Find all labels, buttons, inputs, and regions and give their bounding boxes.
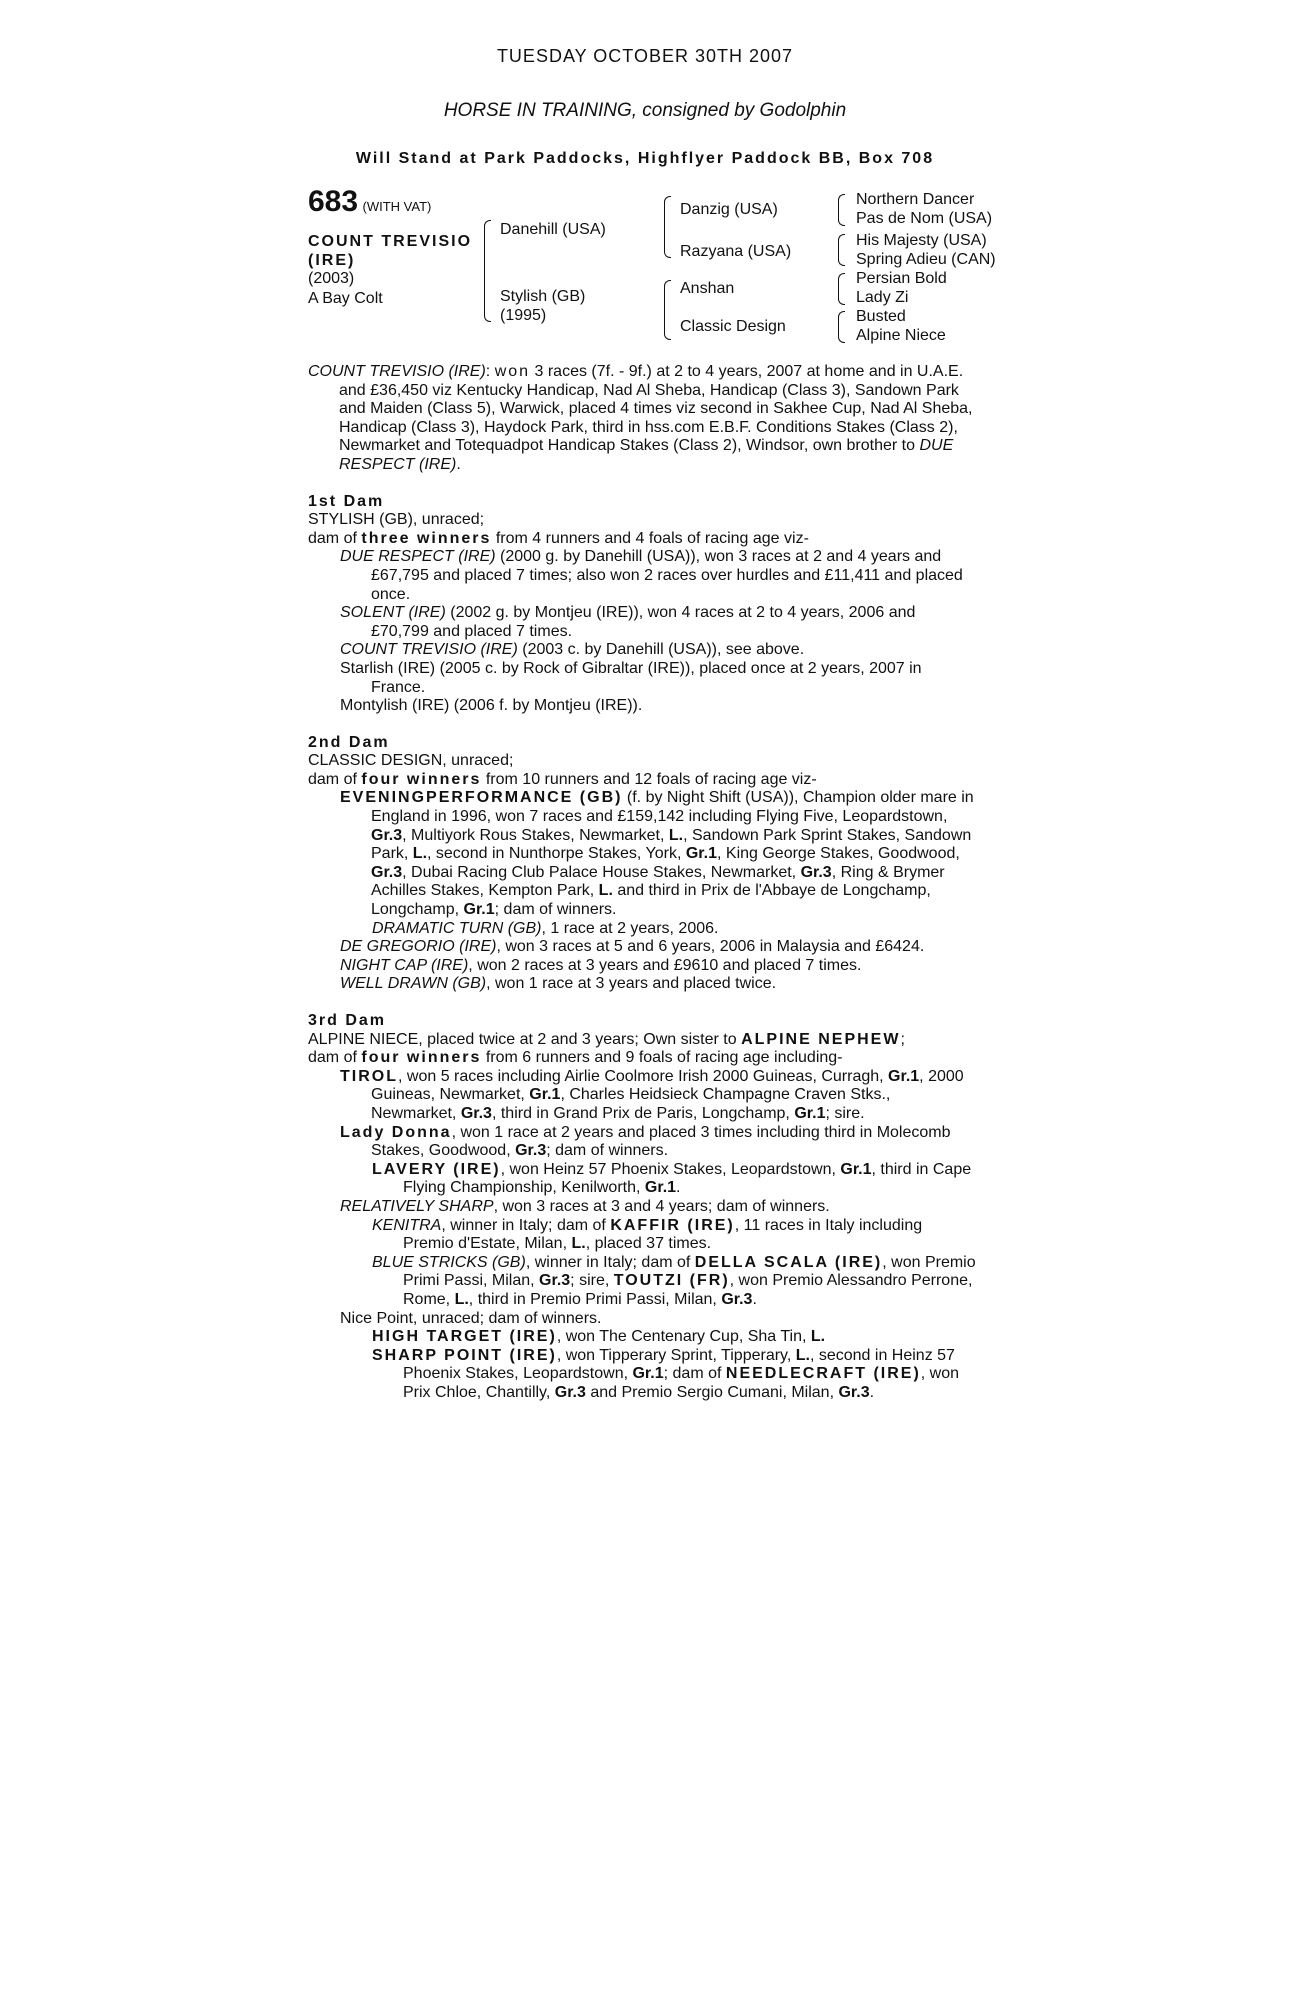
dam-brace	[664, 280, 671, 340]
d3-line-post: ;	[900, 1030, 905, 1048]
eve-g1: Gr.3	[371, 826, 403, 844]
tirol-t2: , 2000 Guineas, Newmarket,	[371, 1067, 964, 1104]
produce-text: (2003 c. by Danehill (USA)), see above.	[522, 641, 805, 659]
produce-item	[308, 1217, 976, 1254]
eve-g5: Gr.3	[371, 863, 403, 881]
pedigree-sire-dam: Razyana (USA)	[680, 243, 792, 260]
produce-item	[308, 1124, 976, 1161]
eve-t1: (f. by Night Shift (USA)), Champion older mare in England in 1996, won 7 races and £159,142 including Flying Five, Leopardstown,	[371, 789, 974, 826]
high-g1: L.	[810, 1328, 826, 1346]
pedigree-ddd: Alpine Niece	[856, 327, 946, 344]
welldrawn-name: WELL DRAWN (GB)	[340, 975, 487, 993]
eve-t2: , Multiyork Rous Stakes, Newmarket,	[402, 826, 665, 844]
brace-ss	[838, 194, 845, 226]
blue-b2: TOUTZI (FR)	[613, 1272, 730, 1290]
pedigree-dds: Busted	[856, 308, 906, 325]
eve-t6: , Dubai Racing Club Palace House Stakes, Newmarket,	[402, 863, 797, 881]
brace-dd	[838, 311, 845, 343]
tirol-t4: , third in Grand Prix de Paris, Longchamp,	[491, 1104, 790, 1122]
second-dam-summary	[308, 771, 976, 790]
second-dam-line: CLASSIC DESIGN, unraced;	[308, 752, 514, 770]
donna-t2: ; dam of winners.	[546, 1142, 669, 1160]
blue-g1: Gr.3	[539, 1272, 571, 1290]
pedigree-sds: His Majesty (USA)	[856, 232, 987, 249]
pedigree-sss: Northern Dancer	[856, 191, 975, 208]
sharp-t5: and Premio Sergio Cumani, Milan,	[590, 1383, 835, 1401]
pedigree-dsd: Lady Zi	[856, 289, 909, 306]
produce-item	[308, 1068, 976, 1124]
vat-note: (WITH VAT)	[362, 199, 432, 214]
foaling-year: (2003)	[308, 270, 355, 287]
eve-g6: Gr.3	[800, 863, 832, 881]
blue-t3: ; sire,	[570, 1272, 610, 1290]
d2-post: from 10 runners and 12 foals of racing age viz-	[485, 770, 817, 788]
eve-g4: Gr.1	[685, 845, 717, 863]
second-dam-heading: 2nd Dam	[308, 733, 390, 751]
produce-item	[308, 1328, 976, 1347]
pedigree-dss: Persian Bold	[856, 270, 947, 287]
d3-pre: dam of	[308, 1049, 357, 1067]
record-horse-name: COUNT TREVISIO (IRE)	[308, 363, 486, 380]
rel-text: , won 3 races at 3 and 4 years; dam of winners.	[493, 1197, 830, 1215]
eve-t4: , second in Nunthorpe Stakes, York,	[427, 845, 682, 863]
donna-name: Lady Donna	[340, 1123, 452, 1141]
sire-brace	[664, 196, 671, 258]
record-brother: DUE RESPECT (IRE)	[339, 437, 954, 473]
eve-t8: and third in Prix de l'Abbaye de Longchamp, Longchamp,	[371, 882, 931, 919]
sharp-t1: , won Tipperary Sprint, Tipperary,	[556, 1346, 792, 1364]
lot-number-line	[308, 185, 432, 218]
eve-g8: Gr.1	[463, 901, 495, 919]
blue-t1: , winner in Italy; dam of	[525, 1253, 691, 1271]
high-name: HIGH TARGET (IRE)	[372, 1328, 557, 1346]
eve-t3: , Sandown Park Sprint Stakes, Sandown Park,	[371, 826, 972, 863]
pedigree-sdd: Spring Adieu (CAN)	[856, 251, 996, 268]
rel-name: RELATIVELY SHARP	[340, 1197, 494, 1215]
kenitra-t3: , placed 37 times.	[585, 1235, 712, 1253]
record-won: won	[494, 363, 531, 380]
degregorio-name: DE GREGORIO (IRE)	[340, 938, 497, 956]
blue-t6: .	[752, 1290, 757, 1308]
eve-t5: , King George Stakes, Goodwood,	[717, 845, 960, 863]
d3-line-pre: ALPINE NIECE, placed twice at 2 and 3 years; Own sister to	[308, 1030, 737, 1048]
pedigree-ssd: Pas de Nom (USA)	[856, 210, 993, 227]
horse-name-line1: COUNT TREVISIO	[308, 233, 473, 250]
produce-name: COUNT TREVISIO (IRE)	[340, 641, 518, 659]
record-colon: :	[485, 363, 491, 380]
produce-item: Montylish (IRE) (2006 f. by Montjeu (IRE)).	[340, 697, 643, 715]
blue-t2: , won Premio Primi Passi, Milan,	[403, 1253, 976, 1290]
produce-text: (2002 g. by Montjeu (IRE)), won 4 races at 2 to 4 years, 2006 and £70,799 and placed 7 times.	[371, 604, 916, 640]
produce-item	[308, 1198, 976, 1217]
sharp-g1: L.	[795, 1346, 810, 1364]
catalogue-body	[308, 363, 976, 1402]
lavery-t2: , third in Cape Flying Championship, Kenilworth,	[403, 1160, 972, 1197]
welldrawn-text: , won 1 race at 3 years and placed twice.	[486, 975, 777, 993]
brace-ds	[838, 273, 845, 305]
sharp-t6: .	[869, 1383, 875, 1401]
produce-item	[308, 938, 976, 957]
sharp-t2: , second in Heinz 57 Phoenix Stakes, Leopardstown,	[403, 1346, 955, 1383]
tirol-g3: Gr.3	[460, 1104, 492, 1122]
donna-g1: Gr.3	[515, 1142, 547, 1160]
produce-item	[308, 1347, 976, 1403]
tirol-g4: Gr.1	[794, 1104, 826, 1122]
consignment-line: HORSE IN TRAINING, consigned by Godolphin	[443, 100, 847, 121]
produce-item: Starlish (IRE) (2005 c. by Rock of Gibraltar (IRE)), placed once at 2 years, 2007 in France.	[340, 659, 922, 696]
d3-bold: four winners	[361, 1049, 482, 1067]
produce-item	[308, 1161, 976, 1198]
blue-t4: , won Premio Alessandro Perrone, Rome,	[403, 1272, 973, 1308]
brace-sd	[838, 234, 845, 266]
lavery-t1: , won Heinz 57 Phoenix Stakes, Leopardstown,	[500, 1160, 836, 1178]
pedigree-dam: Stylish (GB)	[500, 288, 586, 305]
third-dam-line	[308, 1031, 976, 1050]
eve-g7: L.	[598, 882, 613, 900]
eve-t9: ; dam of winners.	[494, 901, 617, 919]
dramatic-name: DRAMATIC TURN (GB)	[372, 919, 542, 937]
tirol-t1: , won 5 races including Airlie Coolmore Irish 2000 Guineas, Curragh,	[398, 1067, 884, 1085]
lavery-g2: Gr.1	[644, 1179, 677, 1197]
sharp-g3: Gr.3	[554, 1383, 586, 1401]
eve-g2: L.	[668, 826, 684, 844]
d1-bold: three winners	[361, 529, 492, 547]
first-dam-line: STYLISH (GB), unraced;	[308, 511, 485, 529]
pedigree-dam-sire: Anshan	[680, 280, 735, 297]
sharp-name: SHARP POINT (IRE)	[372, 1346, 557, 1364]
produce-item	[308, 975, 976, 994]
eve-name: EVENINGPERFORMANCE (GB)	[340, 789, 623, 807]
high-t1: , won The Centenary Cup, Sha Tin,	[556, 1328, 807, 1346]
tirol-t3: , Charles Heidsieck Champagne Craven Stks., Newmarket,	[371, 1086, 891, 1122]
sharp-t3: ; dam of	[663, 1365, 722, 1383]
sharp-t4: , won Prix Chloe, Chantilly,	[403, 1365, 960, 1401]
kenitra-t1: , winner in Italy; dam of	[441, 1216, 606, 1234]
horse-description: A Bay Colt	[308, 290, 383, 307]
third-dam-summary	[308, 1049, 976, 1068]
donna-t1: , won 1 race at 2 years and placed 3 times including third in Molecomb Stakes, Goodwood,	[371, 1123, 951, 1160]
nightcap-name: NIGHT CAP (IRE)	[340, 956, 469, 974]
produce-item	[308, 1254, 976, 1310]
blue-name: BLUE STRICKS (GB)	[372, 1253, 526, 1271]
eve-g3: L.	[412, 845, 428, 863]
produce-item: Nice Point, unraced; dam of winners.	[340, 1309, 602, 1327]
blue-b1: DELLA SCALA (IRE)	[694, 1253, 883, 1271]
pedigree-brace	[484, 220, 491, 322]
d3-line-bold: ALPINE NEPHEW	[741, 1030, 901, 1048]
kenitra-name: KENITRA	[372, 1216, 442, 1234]
pedigree-sire-sire: Danzig (USA)	[680, 201, 778, 218]
d1-pre: dam of	[308, 529, 357, 547]
d1-post: from 4 runners and 4 foals of racing age viz-	[495, 529, 809, 547]
lavery-g1: Gr.1	[840, 1160, 872, 1178]
blue-g3: Gr.3	[721, 1290, 753, 1308]
third-dam-heading: 3rd Dam	[308, 1012, 387, 1029]
kenitra-g1: L.	[571, 1235, 586, 1253]
sharp-g2: Gr.1	[632, 1365, 664, 1383]
tirol-g2: Gr.1	[529, 1086, 561, 1104]
sharp-b1: NEEDLECRAFT (IRE)	[725, 1365, 921, 1383]
produce-name: SOLENT (IRE)	[340, 604, 446, 622]
blue-g2: L.	[454, 1290, 469, 1308]
kenitra-t2: , 11 races in Italy including Premio d'Estate, Milan,	[403, 1216, 923, 1253]
sharp-g4: Gr.3	[838, 1383, 870, 1401]
pedigree-sire: Danehill (USA)	[500, 221, 606, 238]
degregorio-text: , won 3 races at 5 and 6 years, 2006 in Malaysia and £6424.	[496, 938, 925, 956]
d2-pre: dam of	[308, 770, 357, 788]
first-dam-summary	[308, 530, 976, 549]
sale-date: TUESDAY OCTOBER 30TH 2007	[496, 46, 794, 66]
produce-item	[308, 920, 976, 939]
race-record	[308, 363, 976, 475]
record-text: 3 races (7f. - 9f.) at 2 to 4 years, 2007 at home and in U.A.E. and £36,450 viz Kentucky Handicap, Nad Al Sheba, Handicap (Class 3), Sandown Park and Maiden (Class 5), Warwick, placed 4 times viz second in Sakhee Cup, Nad Al Sheba, Handicap (Class 3), Haydock Park, third in hss.com E.B.F. Conditions Stakes (Class 2), Newmarket and Totequadpot Handicap Stakes (Class 2), Windsor, own brother to	[339, 363, 973, 455]
produce-item	[308, 604, 976, 641]
record-end: .	[456, 455, 461, 473]
produce-item	[308, 641, 976, 660]
nightcap-text: , won 2 races at 3 years and £9610 and placed 7 times.	[468, 956, 862, 974]
lot-number: 683	[308, 185, 359, 218]
produce-name: DUE RESPECT (IRE)	[340, 548, 496, 566]
produce-item	[308, 548, 976, 604]
pedigree-dam-year: (1995)	[500, 307, 547, 324]
lavery-t3: .	[676, 1179, 681, 1197]
tirol-t5: ; sire.	[825, 1104, 865, 1122]
tirol-g1: Gr.1	[888, 1067, 920, 1085]
blue-t5: , third in Premio Primi Passi, Milan,	[468, 1290, 717, 1308]
kenitra-b1: KAFFIR (IRE)	[610, 1216, 735, 1234]
produce-item	[308, 789, 976, 919]
horse-name-line2: (IRE)	[308, 252, 356, 269]
d2-bold: four winners	[361, 770, 482, 788]
tirol-name: TIROL	[340, 1067, 398, 1085]
pedigree-dam-dam: Classic Design	[680, 318, 786, 335]
dramatic-text: , 1 race at 2 years, 2006.	[541, 919, 719, 937]
first-dam-heading: 1st Dam	[308, 492, 385, 510]
d3-post: from 6 runners and 9 foals of racing age including-	[485, 1049, 843, 1067]
produce-text: (2000 g. by Danehill (USA)), won 3 races at 2 and 4 years and £67,795 and placed 7 times; also won 2 races over hurdles and £11,411 and placed once.	[371, 548, 963, 603]
produce-item	[308, 957, 976, 976]
lavery-name: LAVERY (IRE)	[372, 1160, 501, 1178]
stand-location: Will Stand at Park Paddocks, Highflyer Paddock BB, Box 708	[355, 150, 935, 167]
eve-t7: , Ring & Brymer Achilles Stakes, Kempton Park,	[371, 863, 945, 900]
